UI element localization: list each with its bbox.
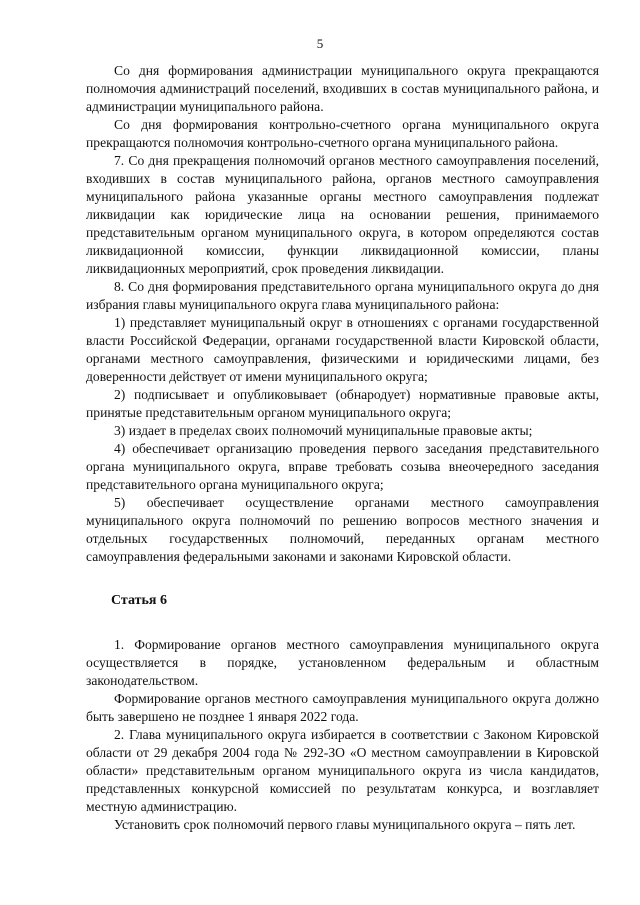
page-number: 5 — [316, 36, 324, 51]
paragraph: Со дня формирования контрольно-счетного органа муниципального округа прекращаются полномочия контрольно-счетного органа муниципального района. — [86, 117, 599, 150]
subitem-3: 3) издает в пределах своих полномочий муниципальные правовые акты; — [114, 423, 533, 438]
subitem-2: 2) подписывает и опубликовывает (обнародует) нормативные правовые акты, принятые представительным органом муниципального округа; — [86, 387, 599, 420]
article-paragraph-2: 2. Глава муниципального округа избирается в соответствии с Законом Кировской области от 29 декабря 2004 года № 292-ЗО «О местном самоуправлении в Кировской области» представительным органом муниципального округа из числа кандидатов, представленных конкурсной комиссией по результатам конкурса, и возглавляет местную администрацию. — [86, 727, 599, 814]
article-paragraph-1: 1. Формирование органов местного самоуправления муниципального округа осуществляется в порядке, установленном федеральным и областным законодательством. — [86, 637, 599, 688]
subitem-5: 5) обеспечивает осуществление органами местного самоуправления муниципального округа полномочий по решению вопросов местного значения и отдельных государственных полномочий, переданных органам местного самоуправления федеральными законами и законами Кировской области. — [86, 495, 599, 564]
subitem-4: 4) обеспечивает организацию проведения первого заседания представительного органа муниципального округа, вправе требовать созыва внеочередного заседания представительного органа муниципального округа; — [86, 441, 599, 492]
article-paragraph: Установить срок полномочий первого главы муниципального округа – пять лет. — [114, 817, 576, 832]
article-paragraph: Формирование органов местного самоуправления муниципального округа должно быть завершено не позднее 1 января 2022 года. — [86, 691, 599, 724]
document-body — [86, 62, 599, 834]
paragraph-item-8: 8. Со дня формирования представительного органа муниципального округа до дня избрания главы муниципального округа глава муниципального района: — [86, 279, 599, 312]
subitem-1: 1) представляет муниципальный округ в отношениях с органами государственной власти Российской Федерации, органами государственной власти Кировской области, органами местного самоуправления, физическими и юридическими лицами, без доверенности действует от имени муниципального округа; — [86, 315, 599, 384]
paragraph-item-7: 7. Со дня прекращения полномочий органов местного самоуправления поселений, входивших в состав муниципального района, органов местного самоуправления муниципального района указанные органы местного самоуправления подлежат ликвидации как юридические лица на основании решения, принимаемого представительным органом муниципального округа, в котором определяются состав ликвидационной комиссии, функции ликвидационной комиссии, планы ликвидационных мероприятий, срок проведения ликвидации. — [86, 153, 599, 276]
article-heading: Статья 6 — [111, 593, 167, 608]
paragraph: Со дня формирования администрации муниципального округа прекращаются полномочия администраций поселений, входивших в состав муниципального района, и администрации муниципального района. — [86, 63, 599, 114]
